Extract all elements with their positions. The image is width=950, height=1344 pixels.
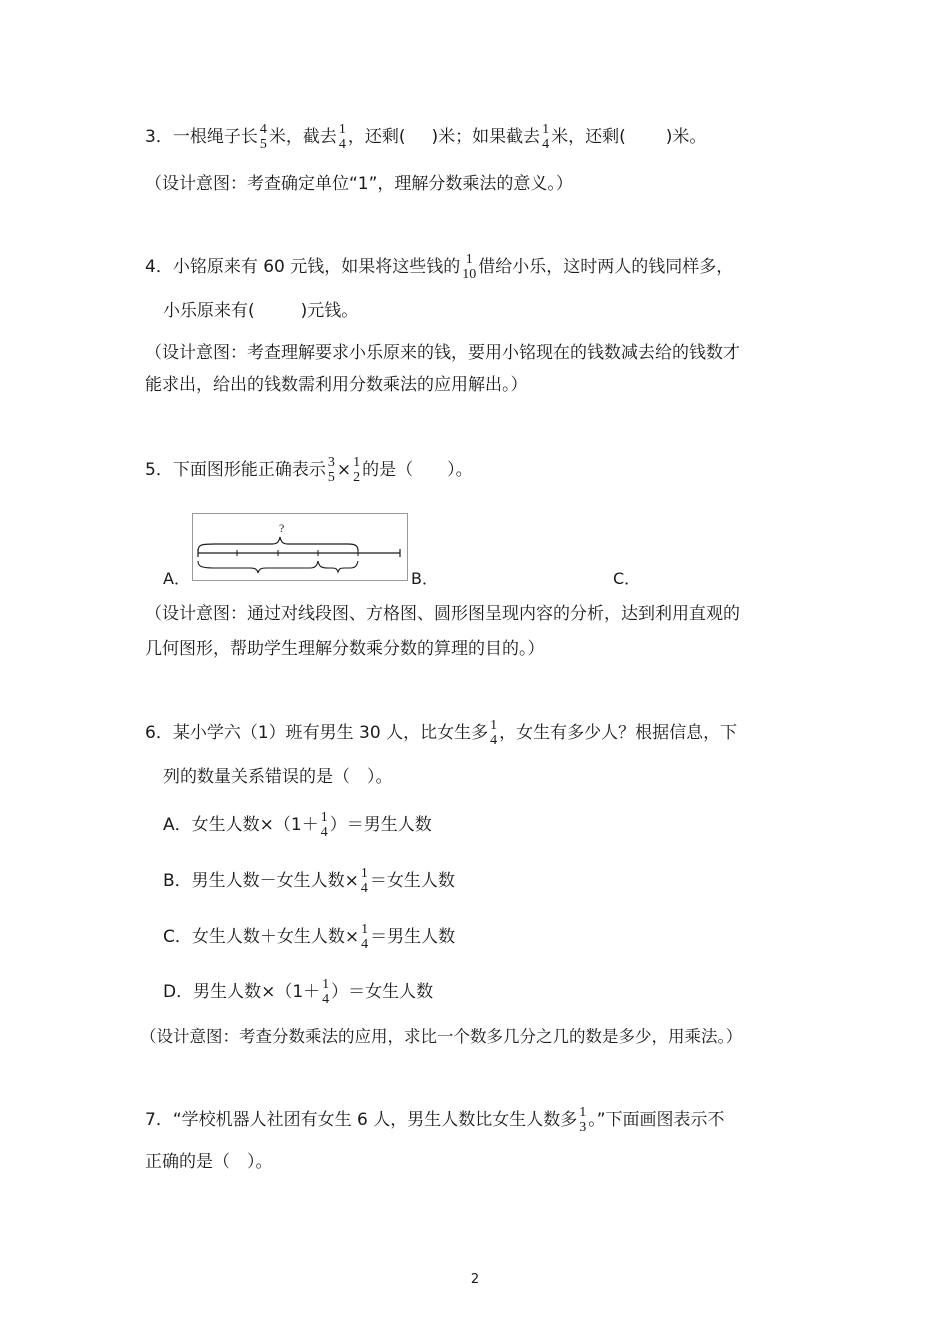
page-number: 2 [470, 1272, 480, 1287]
option-b-label: B． [411, 569, 438, 588]
q6-option-d: D．男生人数×（1＋ 1 4 ）＝女生人数 [163, 977, 434, 1007]
fraction: 4 5 [259, 122, 267, 152]
option-a-label: A． [163, 569, 190, 588]
fraction: 3 5 [327, 455, 335, 485]
q5-design-note-2: 几何图形，帮助学生理解分数乘分数的算理的目的。） [145, 639, 545, 659]
fraction: 1 3 [579, 1105, 587, 1135]
q6-line2: 列的数量关系错误的是（ ）。 [163, 767, 393, 787]
upper-brace [198, 537, 358, 551]
fraction: 1 2 [353, 455, 361, 485]
fraction: 1 10 [462, 252, 477, 282]
q4-design-note-1: （设计意图：考查理解要求小乐原来的钱，要用小铭现在的钱数减去给的钱数才 [145, 343, 740, 363]
lower-brace-1 [198, 561, 318, 573]
q7-line1: 7．“学校机器人社团有女生 6 人，男生人数比女生人数多 1 3 。”下面画图表示不 [145, 1105, 725, 1135]
fraction: 1 4 [320, 810, 328, 840]
fraction: 1 4 [360, 866, 368, 896]
lower-brace-2 [318, 561, 358, 572]
q6-option-c: C．女生人数＋女生人数× 1 4 ＝男生人数 [163, 922, 456, 952]
q4-line1: 4．小铭原来有 60 元钱，如果将这些钱的 1 10 借给小乐，这时两人的钱同样多， [145, 252, 734, 282]
q4-line2: 小乐原来有( )元钱。 [163, 301, 359, 321]
q5-design-note-1: （设计意图：通过对线段图、方格图、圆形图呈现内容的分析，达到利用直观的 [145, 604, 740, 624]
q6-design-note: （设计意图：考查分数乘法的应用，求比一个数多几分之几的数是多少，用乘法。） [140, 1027, 743, 1046]
q6-line1: 6．某小学六（1）班有男生 30 人，比女生多 1 4 ，女生有多少人？根据信息，下 [145, 718, 738, 748]
q6-option-b: B．男生人数－女生人数× 1 4 ＝女生人数 [163, 866, 455, 896]
fraction: 1 4 [361, 922, 369, 952]
q5-line: 5．下面图形能正确表示 3 5 × 1 2 的是（ ）。 [145, 455, 473, 485]
q7-line2: 正确的是（ ）。 [145, 1152, 273, 1172]
option-c-label: C． [613, 569, 641, 588]
q6-option-a: A．女生人数×（1＋ 1 4 ）＝男生人数 [163, 810, 432, 840]
fraction: 1 4 [338, 122, 346, 152]
q4-design-note-2: 能求出，给出的钱数需利用分数乘法的应用解出。） [145, 375, 528, 395]
fraction: 1 4 [322, 977, 330, 1007]
q3-line: 3．一根绳子长 4 5 米，截去 1 4 ，还剩( )米；如果截去 1 4 米，还剩( )米。 [145, 122, 707, 152]
fraction: 1 4 [490, 718, 498, 748]
line-segment-diagram [192, 513, 408, 581]
q3-design-note: （设计意图：考查确定单位“1”，理解分数乘法的意义。） [145, 174, 573, 194]
fraction: 1 4 [542, 122, 550, 152]
question-mark-label: ? [279, 521, 285, 535]
